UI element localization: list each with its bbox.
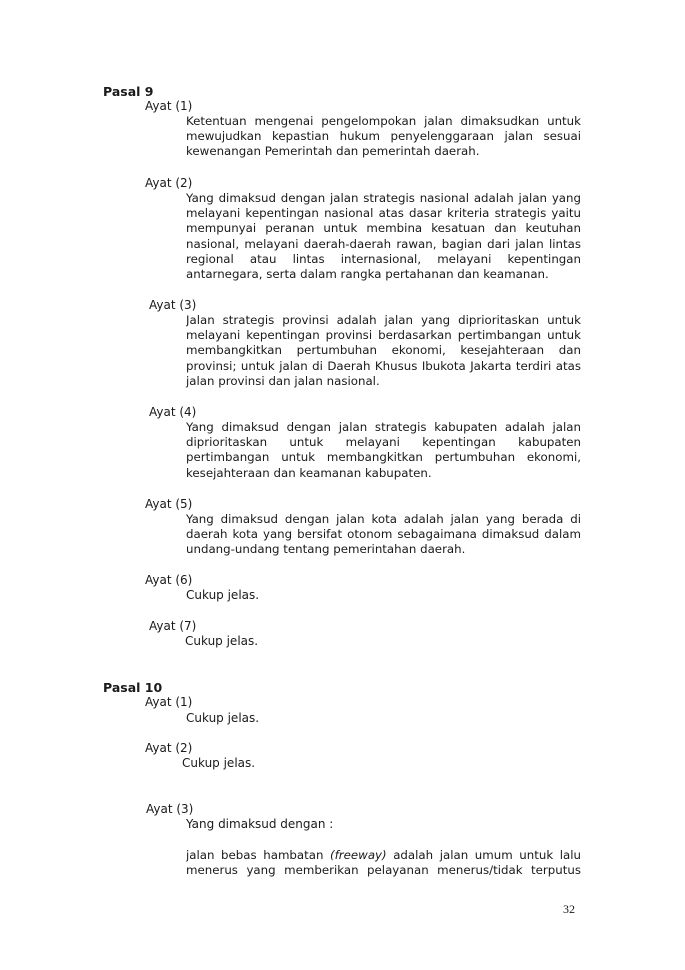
text-line: Yang dimaksud dengan jalan kota adalah jalan yang berada di xyxy=(186,512,581,526)
ayat-label: Ayat (6) xyxy=(145,573,193,587)
ayat-label: Ayat (7) xyxy=(149,619,197,633)
text-segment: adalah jalan umum untuk lalu xyxy=(393,848,581,862)
text-line: mempunyai peranan untuk membina kesatuan dan keutuhan xyxy=(186,221,581,236)
text-line: mewujudkan kepastian hukum penyelenggaraan jalan sesuai xyxy=(186,129,581,144)
ayat-body xyxy=(186,313,581,389)
text-line: undang-undang tentang pemerintahan daerah. xyxy=(186,542,466,557)
ayat-label: Ayat (2) xyxy=(145,741,193,755)
ayat-body: Cukup jelas. xyxy=(186,588,260,602)
ayat-body xyxy=(186,512,581,558)
text-line: melayani kepentingan nasional atas dasar kriteria strategis yaitu xyxy=(186,206,581,221)
text-line xyxy=(186,848,581,863)
ayat-intro: Yang dimaksud dengan : xyxy=(186,817,334,831)
ayat-body: Cukup jelas. xyxy=(185,634,259,648)
ayat-label: Ayat (5) xyxy=(145,497,193,511)
page-number: 32 xyxy=(563,902,575,916)
text-line: regional atau lintas internasional, melayani kepentingan xyxy=(186,251,581,266)
ayat-body xyxy=(186,420,581,481)
text-line: menerus yang memberikan pelayanan menerus/tidak terputus xyxy=(186,863,581,878)
text-line: Yang dimaksud dengan jalan strategis kabupaten adalah jalan xyxy=(186,420,581,434)
text-line: kesejahteraan dan keamanan kabupaten. xyxy=(186,465,432,480)
ayat-label: Ayat (2) xyxy=(145,176,193,190)
text-line: jalan provinsi dan jalan nasional. xyxy=(186,373,380,388)
ayat-label: Ayat (1) xyxy=(145,99,193,113)
freeway-term: (freeway) xyxy=(330,848,387,862)
text-line: antarnegara, serta dalam rangka pertahanan dan keamanan. xyxy=(186,266,549,281)
text-line: provinsi; untuk jalan di Daerah Khusus Ibukota Jakarta terdiri atas xyxy=(186,358,581,373)
ayat-label: Ayat (3) xyxy=(149,298,197,312)
ayat-body xyxy=(186,191,581,282)
freeway-definition xyxy=(186,848,581,878)
text-line: membangkitkan pertumbuhan ekonomi, kesejahteraan dan xyxy=(186,343,581,358)
text-line: melayani kepentingan provinsi berdasarkan pertimbangan untuk xyxy=(186,328,581,343)
ayat-label: Ayat (3) xyxy=(146,802,194,816)
text-line: diprioritaskan untuk melayani kepentingan kabupaten xyxy=(186,435,581,450)
ayat-body: Cukup jelas. xyxy=(186,711,260,725)
text-line: nasional, melayani daerah-daerah rawan, bagian dari jalan lintas xyxy=(186,236,581,251)
ayat-label: Ayat (1) xyxy=(145,695,193,709)
pasal-9-heading: Pasal 9 xyxy=(103,84,154,99)
text-line: Jalan strategis provinsi adalah jalan yang diprioritaskan untuk xyxy=(186,313,581,327)
ayat-label: Ayat (4) xyxy=(149,405,197,419)
text-line: pertimbangan untuk membangkitkan pertumbuhan ekonomi, xyxy=(186,450,581,465)
pasal-10-heading: Pasal 10 xyxy=(103,680,163,695)
text-segment: jalan bebas hambatan xyxy=(186,848,331,862)
text-line: daerah kota yang bersifat otonom sebagaimana dimaksud dalam xyxy=(186,527,581,542)
text-line: kewenangan Pemerintah dan pemerintah daerah. xyxy=(186,144,480,159)
text-line: Yang dimaksud dengan jalan strategis nasional adalah jalan yang xyxy=(186,191,581,205)
text-line: Ketentuan mengenai pengelompokan jalan dimaksudkan untuk xyxy=(186,114,581,128)
ayat-body xyxy=(186,114,581,160)
ayat-body: Cukup jelas. xyxy=(182,756,256,770)
